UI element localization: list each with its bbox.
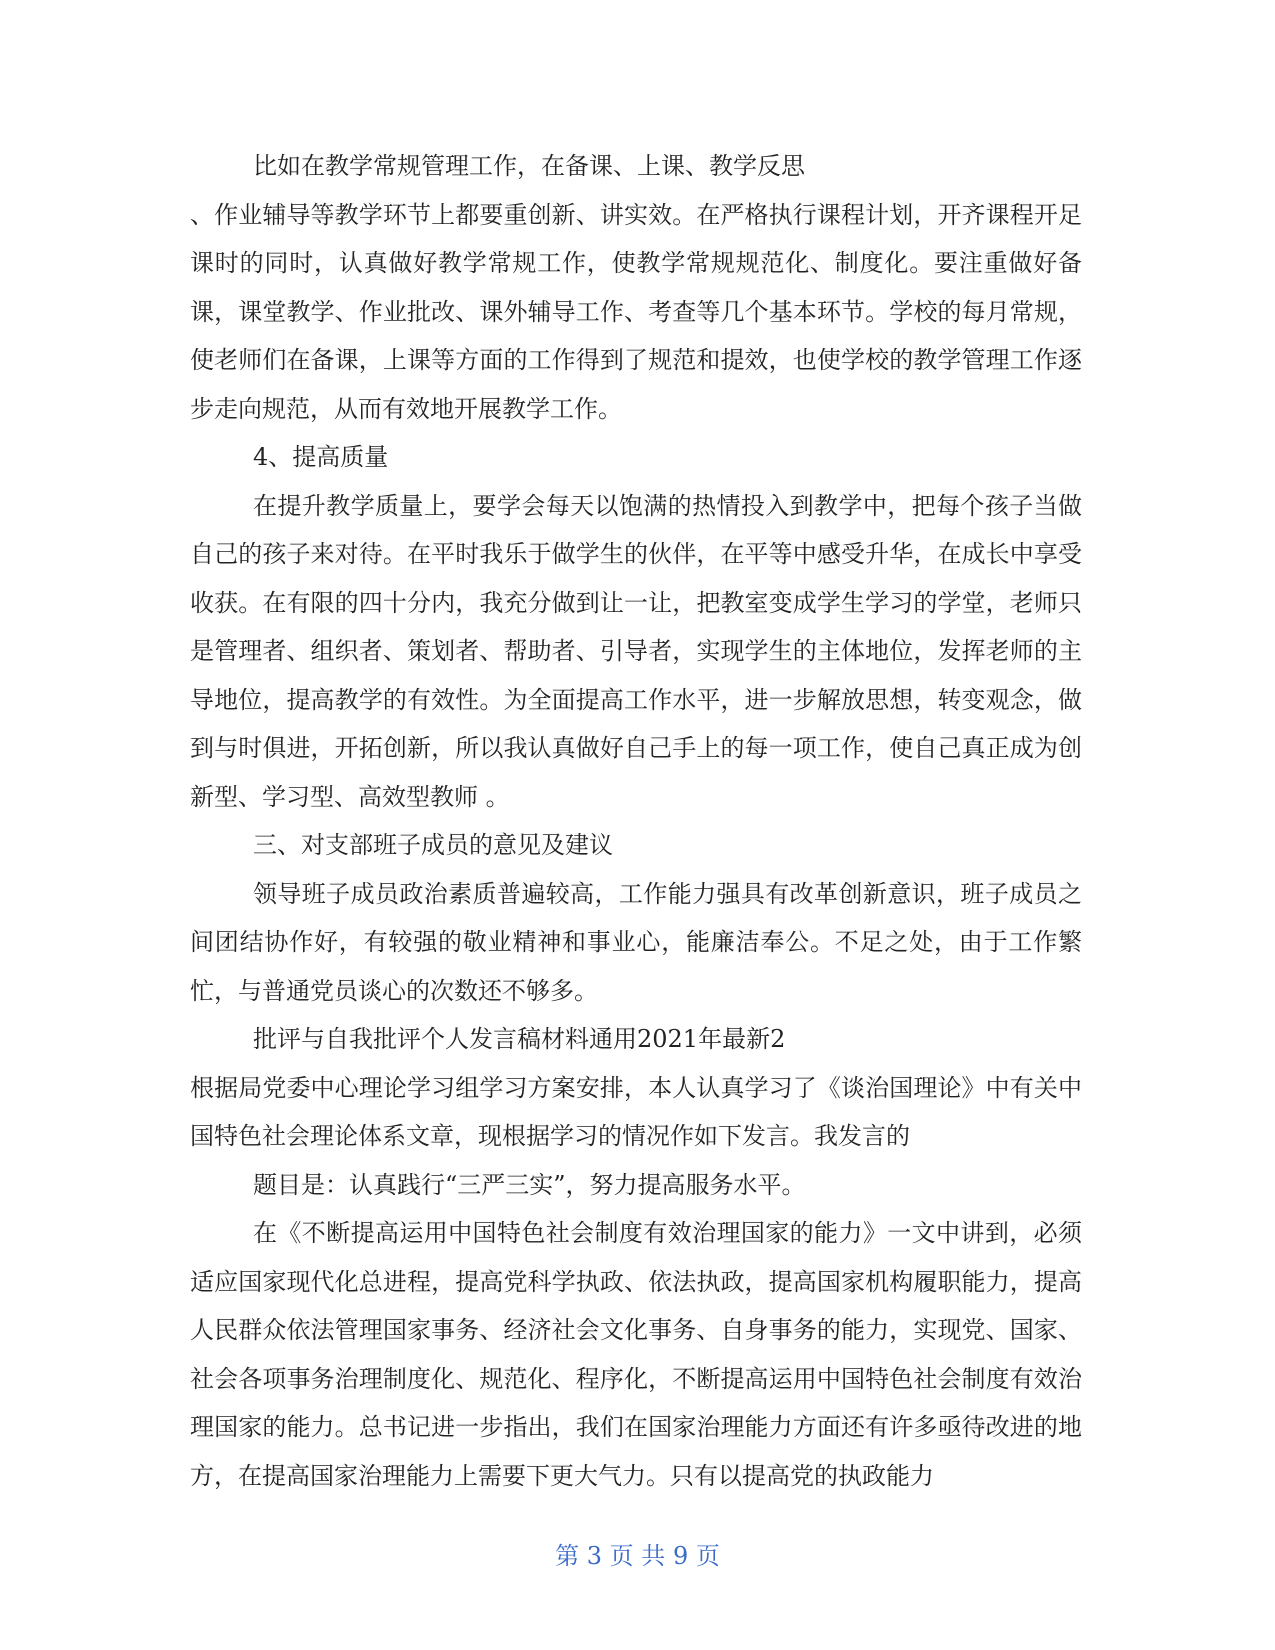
paragraph-10: 在《不断提高运用中国特色社会制度有效治理国家的能力》一文中讲到，必须适应国家现代化总进程，提高党科学执政、依法执政，提高国家机构履职能力，提高人民群众依法管理国家事务、经济社会文化事务、自身事务的能力，实现党、国家、社会各项事务治理制度化、规范化、程序化，不断提高运用中国特色社会制度有效治理国家的能力。总书记进一步指出，我们在国家治理能力方面还有许多亟待改进的地方，在提高国家治理能力上需要下更大气力。只有以提高党的执政能力 [190,1219,1082,1490]
paragraph-9: 题目是：认真践行“三严三实”，努力提高服务水平。 [253,1170,806,1199]
paragraph-6: 领导班子成员政治素质普遍较高，工作能力强具有改革创新意识，班子成员之间团结协作好，有较强的敬业精神和事业心，能廉洁奉公。不足之处，由于工作繁忙，与普通党员谈心的次数还不够多。 [190,879,1082,1005]
footer-total-pages: 9 [672,1542,689,1570]
footer-page-number: 3 [586,1542,603,1570]
paragraph-2: 、作业辅导等教学环节上都要重创新、讲实效。在严格执行课程计划，开齐课程开足课时的同时，认真做好教学常规工作，使教学常规规范化、制度化。要注重做好备课，课堂教学、作业批改、课外辅导工作、考查等几个基本环节。学校的每月常规，使老师们在备课，上课等方面的工作得到了规范和提效，也使学校的教学管理工作逐步走向规范，从而有效地开展教学工作。 [190,200,1082,423]
heading-improve-quality: 4、提高质量 [253,443,389,471]
paragraph-1: 比如在教学常规管理工作，在备课、上课、教学反思 [253,152,805,180]
section-title: 批评与自我批评个人发言稿材料通用2021年最新2 [253,1025,786,1053]
document-body [190,142,1082,1500]
paragraph-4: 在提升教学质量上，要学会每天以饱满的热情投入到教学中，把每个孩子当做自己的孩子来对待。在平时我乐于做学生的伙伴，在平等中感受升华，在成长中享受收获。在有限的四十分内，我充分做到让一让，把教室变成学生学习的学堂，老师只是管理者、组织者、策划者、帮助者、引导者，实现学生的主体地位，发挥老师的主导地位，提高教学的有效性。为全面提高工作水平，进一步解放思想，转变观念，做到与时俱进，开拓创新，所以我认真做好自己手上的每一项工作，使自己真正成为创新型、学习型、高效型教师 。 [190,491,1082,811]
page-footer [0,1541,1275,1571]
heading-opinions-suggestions: 三、对支部班子成员的意见及建议 [253,831,613,859]
footer-middle: 页 共 [609,1542,666,1570]
footer-suffix: 页 [695,1542,720,1570]
footer-prefix: 第 [555,1542,580,1570]
paragraph-8: 根据局党委中心理论学习组学习方案安排，本人认真学习了《谈治国理论》中有关中国特色社会理论体系文章，现根据学习的情况作如下发言。我发言的 [190,1073,1082,1150]
